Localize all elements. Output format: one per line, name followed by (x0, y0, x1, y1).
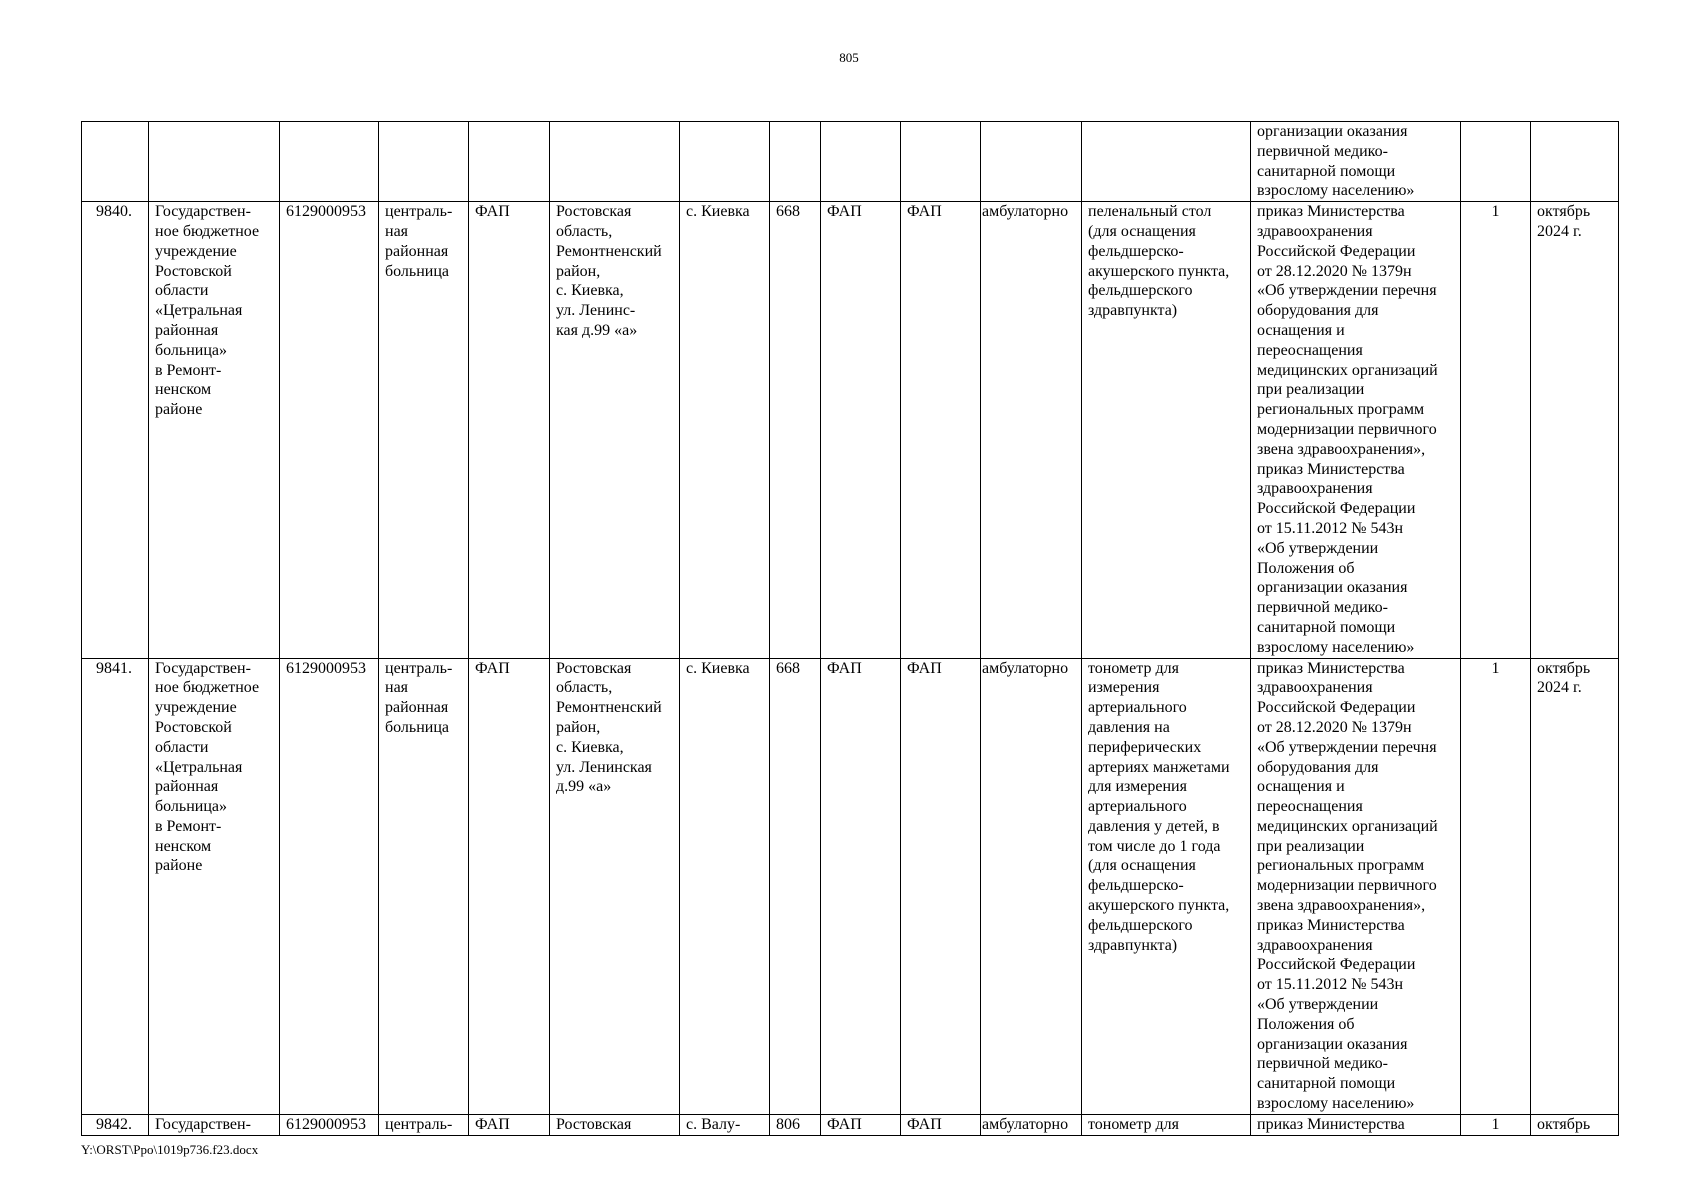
address-cell: Ростовская (550, 1114, 680, 1135)
legal-basis-cell: организации оказания первичной медико- санитарной помощи взрослому населению» (1251, 122, 1461, 202)
date-cell (1531, 122, 1619, 202)
subdivision-cell: ФАП (821, 202, 901, 658)
table-row (82, 122, 1619, 202)
organization-cell (149, 122, 280, 202)
address-cell: Ростовская область, Ремонтненский район, с. Киевка, ул. Ленинская д.99 «а» (550, 658, 680, 1114)
profile-cell: ФАП (901, 658, 981, 1114)
care-mode-cell: амбулаторно (981, 658, 1082, 1114)
locality-cell: с. Валу- (680, 1114, 770, 1135)
inn-cell: 6129000953 (280, 658, 379, 1114)
legal-basis-cell: приказ Министерства здравоохранения Российской Федерации от 28.12.2020 № 1379н «Об утверждении перечня оборудования для оснащения и переоснащения медицинских организаций при реализации региональных программ модернизации первичного звена здравоохранения», приказ Министерства здравоохранения Российской Федерации от 15.11.2012 № 543н «Об утверждении Положения об организации оказания первичной медико- санитарной помощи взрослому населению» (1251, 658, 1461, 1114)
subdivision-cell (821, 122, 901, 202)
row-number-cell: 9841. (82, 658, 149, 1114)
locality-cell (680, 122, 770, 202)
date-cell: октябрь (1531, 1114, 1619, 1135)
care-mode-cell: амбулаторно (981, 202, 1082, 658)
page-number: 805 (839, 50, 859, 65)
population-cell (770, 122, 821, 202)
file-path-footer: Y:\ORST\Ppo\1019p736.f23.docx (81, 1142, 259, 1157)
table-row (82, 202, 1619, 658)
date-cell: октябрь 2024 г. (1531, 658, 1619, 1114)
row-number-cell: 9840. (82, 202, 149, 658)
address-cell: Ростовская область, Ремонтненский район, с. Киевка, ул. Ленинс- кая д.99 «а» (550, 202, 680, 658)
quantity-cell (1461, 122, 1531, 202)
profile-cell (901, 122, 981, 202)
inn-cell (280, 122, 379, 202)
subdivision-cell: ФАП (821, 1114, 901, 1135)
table-row (82, 1114, 1619, 1135)
population-cell: 668 (770, 658, 821, 1114)
profile-cell: ФАП (901, 202, 981, 658)
equipment-cell: тонометр для (1082, 1114, 1251, 1135)
care-mode-cell (981, 122, 1082, 202)
unit-cell: ФАП (469, 202, 550, 658)
equipment-cell (1082, 122, 1251, 202)
unit-cell (469, 122, 550, 202)
address-cell (550, 122, 680, 202)
organization-cell: Государствен- (149, 1114, 280, 1135)
organization-cell: Государствен- ное бюджетное учреждение Ростовской области «Цетральная районная больница» в Ремонт- ненском районе (149, 202, 280, 658)
org-type-cell: централь- ная районная больница (379, 202, 469, 658)
table-row (82, 658, 1619, 1114)
org-type-cell (379, 122, 469, 202)
profile-cell: ФАП (901, 1114, 981, 1135)
equipment-cell: пеленальный стол (для оснащения фельдшерско- акушерского пункта, фельдшерского здравпункта) (1082, 202, 1251, 658)
locality-cell: с. Киевка (680, 202, 770, 658)
locality-cell: с. Киевка (680, 658, 770, 1114)
unit-cell: ФАП (469, 1114, 550, 1135)
row-number-cell (82, 122, 149, 202)
date-cell: октябрь 2024 г. (1531, 202, 1619, 658)
inn-cell: 6129000953 (280, 1114, 379, 1135)
quantity-cell: 1 (1461, 202, 1531, 658)
unit-cell: ФАП (469, 658, 550, 1114)
subdivision-cell: ФАП (821, 658, 901, 1114)
legal-basis-cell: приказ Министерства (1251, 1114, 1461, 1135)
population-cell: 806 (770, 1114, 821, 1135)
org-type-cell: централь- (379, 1114, 469, 1135)
population-cell: 668 (770, 202, 821, 658)
quantity-cell: 1 (1461, 658, 1531, 1114)
row-number-cell: 9842. (82, 1114, 149, 1135)
equipment-cell: тонометр для измерения артериального давления на периферических артериях манжетами для измерения артериального давления у детей, в том числе до 1 года (для оснащения фельдшерско- акушерского пункта, фельдшерского здравпункта) (1082, 658, 1251, 1114)
org-type-cell: централь- ная районная больница (379, 658, 469, 1114)
legal-basis-cell: приказ Министерства здравоохранения Российской Федерации от 28.12.2020 № 1379н «Об утверждении перечня оборудования для оснащения и переоснащения медицинских организаций при реализации региональных программ модернизации первичного звена здравоохранения», приказ Министерства здравоохранения Российской Федерации от 15.11.2012 № 543н «Об утверждении Положения об организации оказания первичной медико- санитарной помощи взрослому населению» (1251, 202, 1461, 658)
organization-cell: Государствен- ное бюджетное учреждение Ростовской области «Цетральная районная больница» в Ремонт- ненском районе (149, 658, 280, 1114)
quantity-cell: 1 (1461, 1114, 1531, 1135)
inn-cell: 6129000953 (280, 202, 379, 658)
register-table (81, 121, 1619, 1136)
care-mode-cell: амбулаторно (981, 1114, 1082, 1135)
